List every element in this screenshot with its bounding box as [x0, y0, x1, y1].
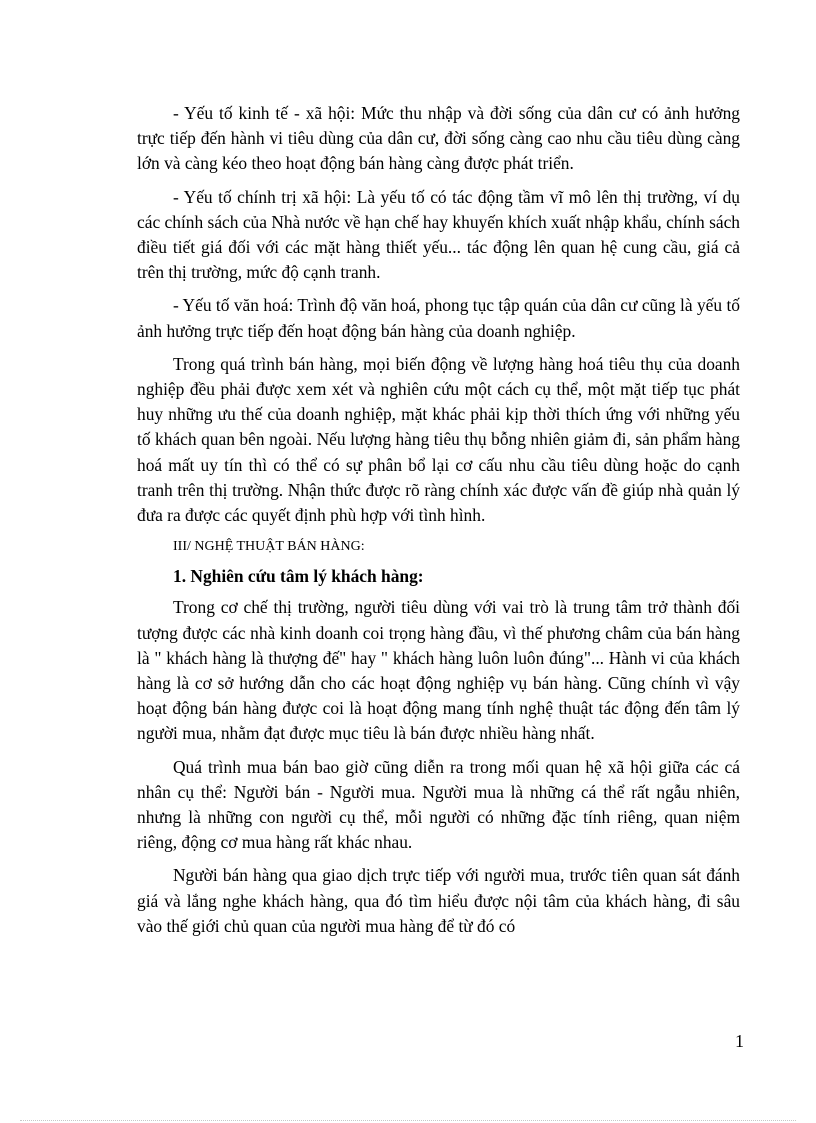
paragraph-market-mechanism: Trong cơ chế thị trường, người tiêu dùng với vai trò là trung tâm trở thành đối tượng được các nhà kinh doanh coi trọng hàng đầu, vì thế phương châm của bán hàng là " khách hàng là thượng đế" hay " khách hàng luôn luôn đúng"... Hành vi của khách hàng là cơ sở hướng dẫn cho các hoạt động nghiệp vụ bán hàng. Cũng chính vì vậy hoạt động bán hàng được coi là hoạt động mang tính nghệ thuật tác động đến tâm lý người mua, nhằm đạt được mục tiêu là bán được nhiều hàng nhất. — [137, 597, 740, 744]
paragraph-sales-process: Trong quá trình bán hàng, mọi biến động về lượng hàng hoá tiêu thụ của doanh nghiệp đều phải được xem xét và nghiên cứu một cách cụ thể, một mặt tiếp tục phát huy những ưu thế của doanh nghiệp, mặt khác phải kịp thời thích ứng với những yếu tố khách quan bên ngoài. Nếu lượng hàng tiêu thụ bỗng nhiên giảm đi, sản phẩm hàng hoá mất uy tín thì có thể có sự phân bổ lại cơ cấu nhu cầu tiêu dùng hoặc do cạnh tranh trên thị trường. Nhận thức được rõ ràng chính xác được vấn đề giúp nhà quản lý đưa ra được các quyết định phù hợp với tình hình. — [137, 353, 740, 526]
page-bottom-divider — [20, 1120, 796, 1121]
sub-heading: 1. Nghiên cứu tâm lý khách hàng: — [173, 566, 424, 587]
paragraph-cultural-factor: - Yếu tố văn hoá: Trình độ văn hoá, phong tục tập quán của dân cư cũng là yếu tố ảnh hưởng trực tiếp đến hoạt động bán hàng của doanh nghiệp. — [137, 295, 740, 341]
paragraph-political-factor: - Yếu tố chính trị xã hội: Là yếu tố có tác động tầm vĩ mô lên thị trường, ví dụ các chính sách của Nhà nước về hạn chế hay khuyến khích xuất nhập khẩu, chính sách điều tiết giá đối với các mặt hàng thiết yếu... tác động lên quan hệ cung cầu, giá cả trên thị trường, mức độ cạnh tranh. — [137, 186, 740, 283]
paragraph-buying-process: Quá trình mua bán bao giờ cũng diễn ra trong mối quan hệ xã hội giữa các cá nhân cụ thể: Người bán - Người mua. Người mua là những cá thể rất ngẫu nhiên, nhưng là những con người cụ thể, mỗi người có những đặc tính riêng, quan niệm riêng, động cơ mua hàng rất khác nhau. — [137, 756, 740, 853]
document-body — [137, 101, 740, 947]
section-heading: III/ NGHỆ THUẬT BÁN HÀNG: — [173, 539, 365, 555]
paragraph-seller-interaction: Người bán hàng qua giao dịch trực tiếp với người mua, trước tiên quan sát đánh giá và lắng nghe khách hàng, qua đó tìm hiểu được nội tâm của khách hàng, đi sâu vào thế giới chủ quan của người mua hàng để từ đó có — [137, 865, 740, 936]
paragraph-economic-factor: - Yếu tố kinh tế - xã hội: Mức thu nhập và đời sống của dân cư có ảnh hưởng trực tiếp đến hành vi tiêu dùng của dân cư, đời sống càng cao nhu cầu tiêu dùng càng lớn và càng kéo theo hoạt động bán hàng càng được phát triển. — [137, 103, 740, 174]
page-number: 1 — [735, 1031, 744, 1051]
